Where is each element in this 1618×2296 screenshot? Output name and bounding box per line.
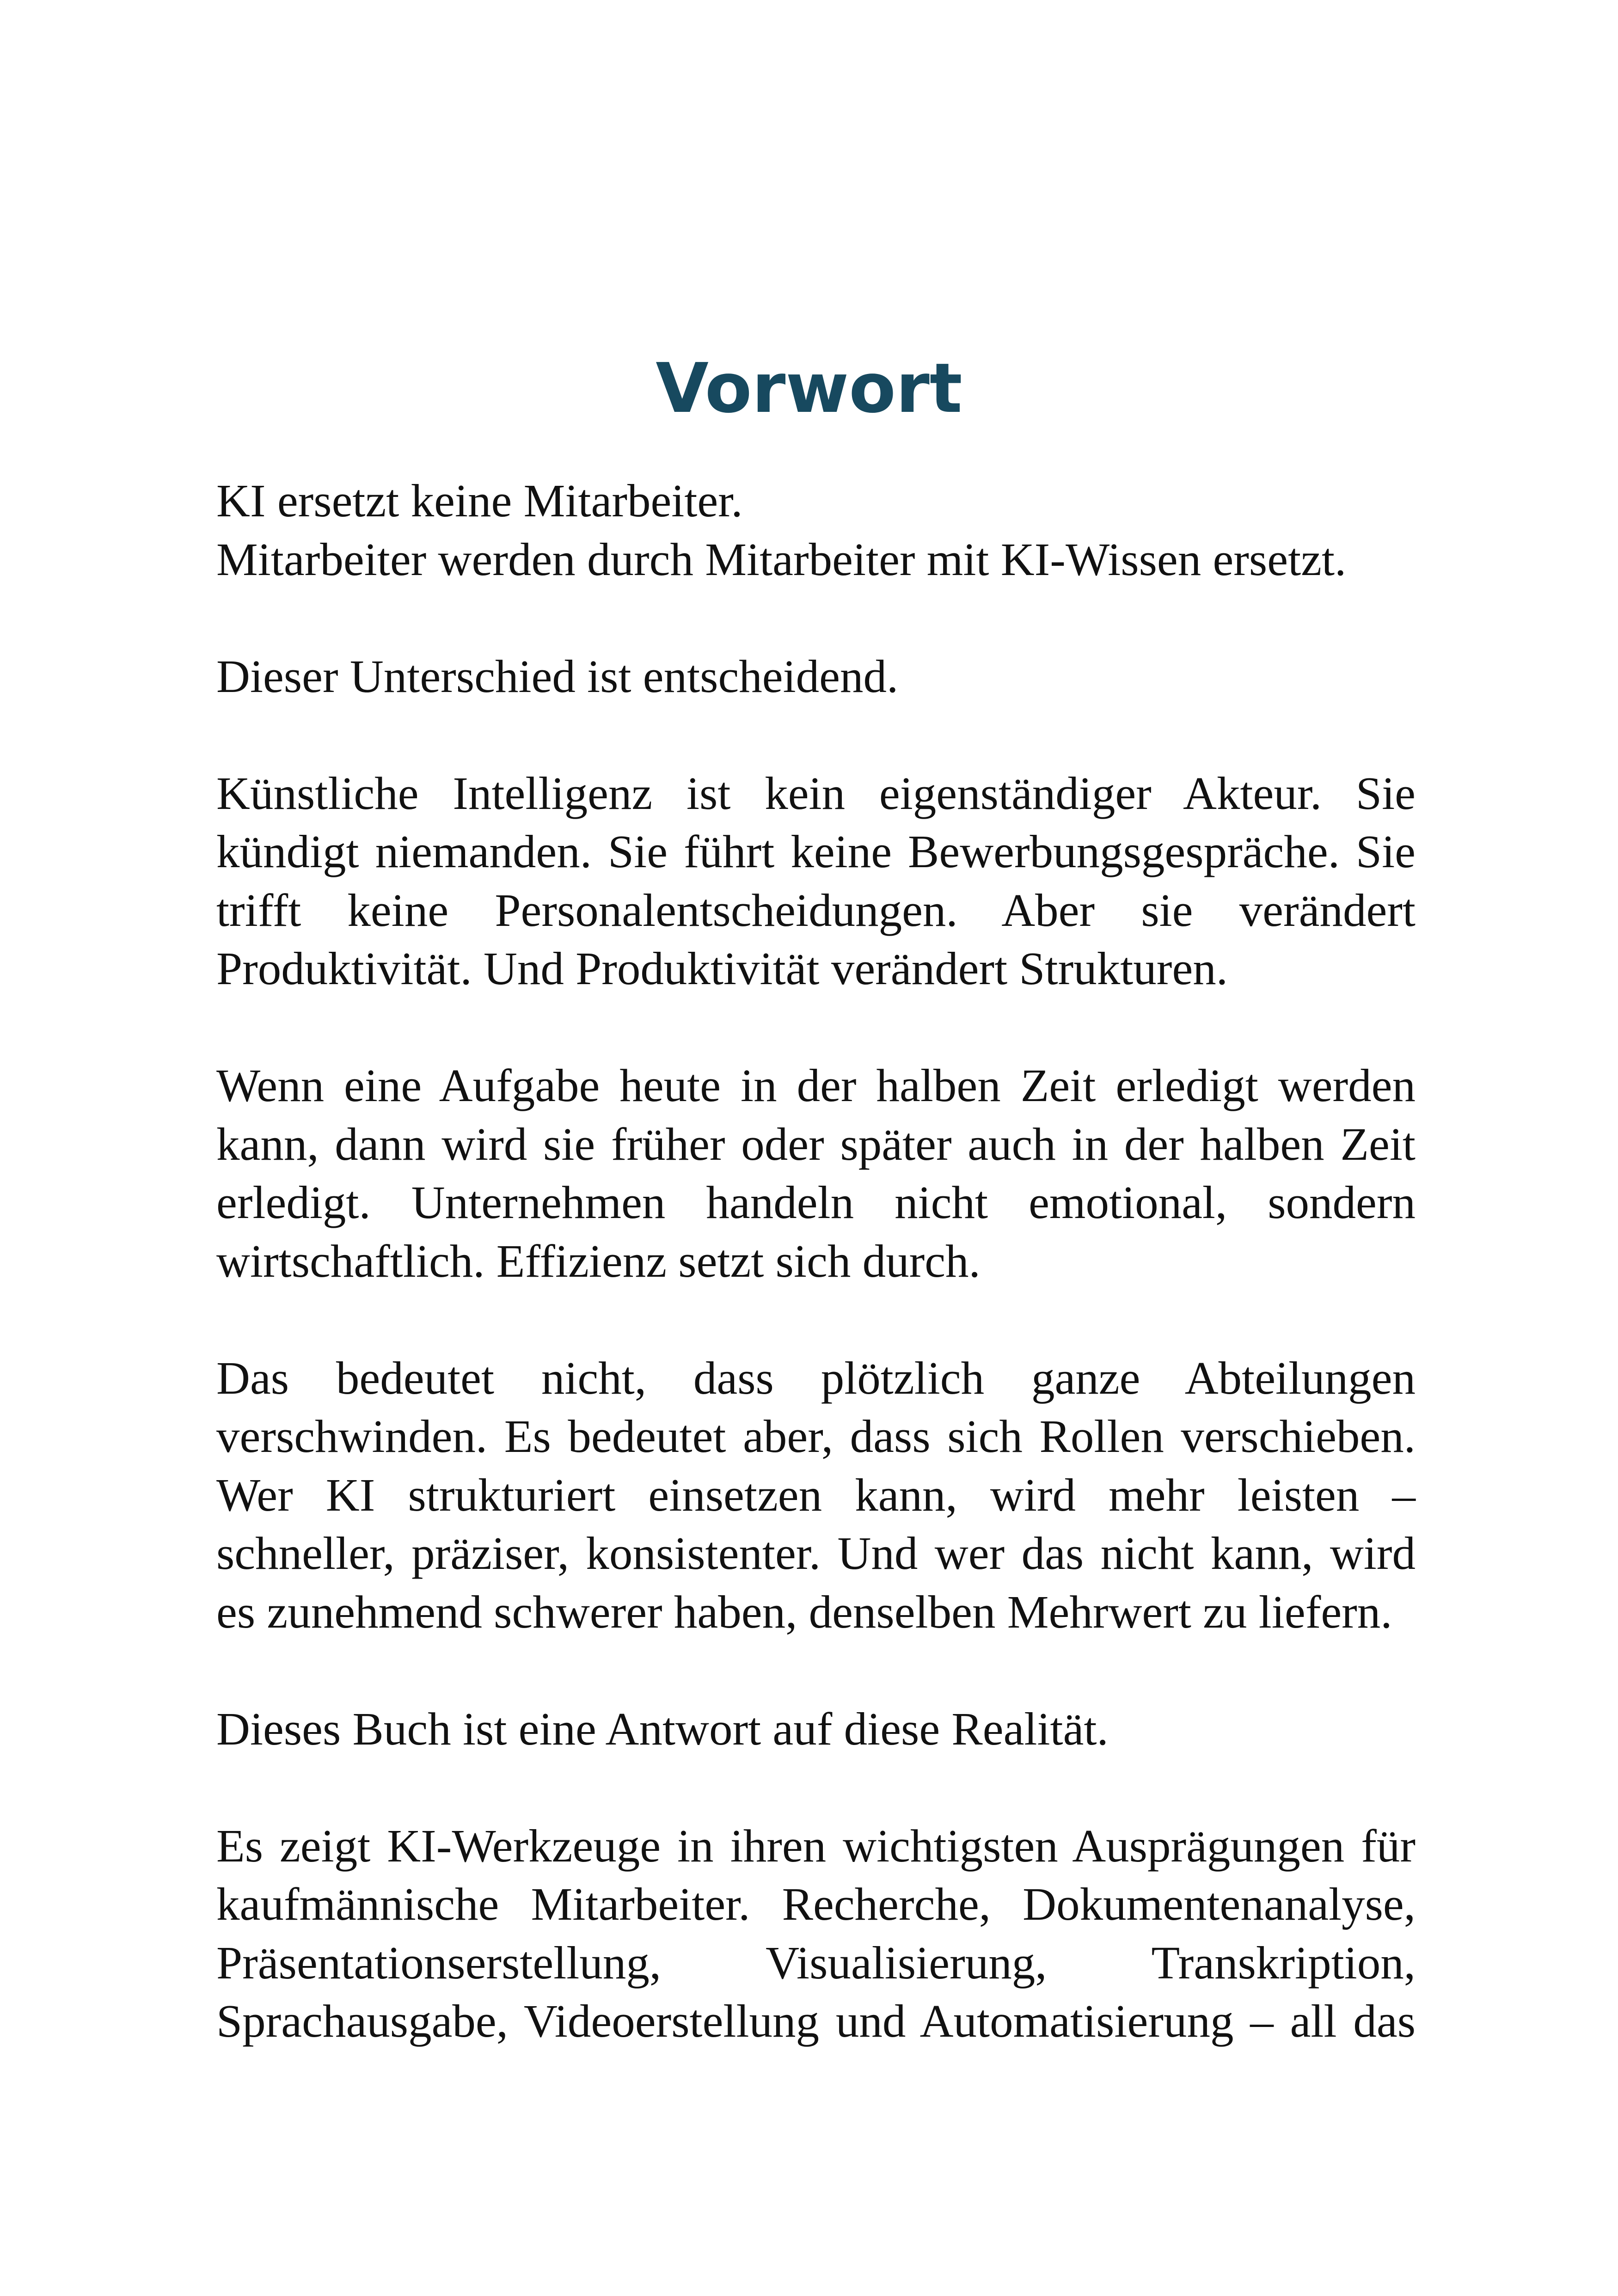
paragraph-intro-line-2: Mitarbeiter werden durch Mitarbeiter mit KI-Wissen ersetzt. xyxy=(216,533,1347,585)
paragraph-ai-actor: Künstliche Intelligenz ist kein eigenständiger Akteur. Sie kündigt niemanden. Sie führt keine Bewerbungsgespräche. Sie trifft keine Personalentscheidungen. Aber sie verändert Produktivität. Und Produktivität verändert Strukturen. xyxy=(216,767,1416,994)
paragraph-intro xyxy=(216,471,1416,588)
body-text xyxy=(216,471,1416,2109)
paragraph-intro-line-1: KI ersetzt keine Mitarbeiter. xyxy=(216,475,743,527)
paragraph-difference: Dieser Unterschied ist entscheidend. xyxy=(216,650,899,702)
paragraph-tools: Es zeigt KI-Werkzeuge in ihren wichtigsten Ausprägungen für kaufmännische Mitarbeiter. Recherche, Dokumentenanalyse, Präsentationserstellung, Visualisierung, Transkription, Sprachausgabe, Videoerstellung und Automatisierung – all das xyxy=(216,1819,1416,2047)
paragraph-efficiency: Wenn eine Aufgabe heute in der halben Zeit erledigt werden kann, dann wird sie früher oder später auch in der halben Zeit erledigt. Unternehmen handeln nicht emotional, sondern wirtschaftlich. Effizienz setzt sich durch. xyxy=(216,1059,1416,1287)
paragraph-roles: Das bedeutet nicht, dass plötzlich ganze Abteilungen verschwinden. Es bedeutet aber, dass sich Rollen verschieben. Wer KI strukturiert einsetzen kann, wird mehr leisten – schneller, präziser, konsistenter. Und wer das nicht kann, wird es zunehmend schwerer haben, denselben Mehrwert zu liefern. xyxy=(216,1352,1416,1638)
paragraph-book-answer: Dieses Buch ist eine Antwort auf diese Realität. xyxy=(216,1702,1109,1755)
chapter-title: Vorwort xyxy=(656,349,962,428)
